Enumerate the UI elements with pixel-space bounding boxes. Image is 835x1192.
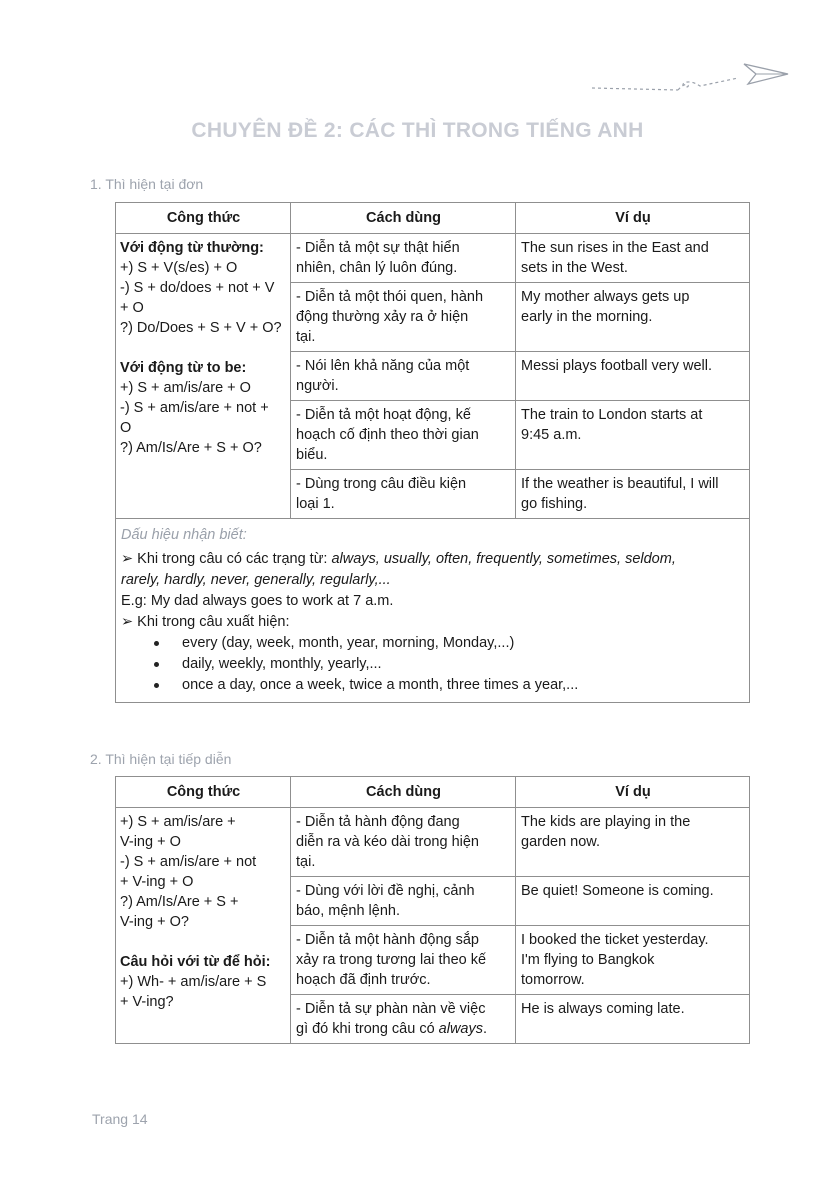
usage-cell bbox=[291, 926, 516, 995]
formula-cell bbox=[116, 234, 291, 519]
formula-line: V-ing + O bbox=[120, 834, 181, 850]
column-header: Công thức bbox=[116, 203, 291, 234]
example-line: The sun rises in the East and bbox=[521, 240, 709, 256]
example-cell bbox=[516, 808, 750, 877]
usage-text: . bbox=[483, 1021, 488, 1037]
formula-line: +) S + am/is/are + bbox=[120, 814, 236, 830]
formula-line: + V-ing + O bbox=[120, 874, 194, 890]
usage-line: - Dùng với lời đề nghị, cảnh bbox=[296, 883, 475, 899]
usage-text: gì đó khi trong câu có bbox=[296, 1021, 439, 1037]
section-heading: 2. Thì hiện tại tiếp diễn bbox=[90, 751, 232, 767]
signs-adverb-intro: ➢ Khi trong câu có các trạng từ: bbox=[121, 551, 332, 567]
usage-cell bbox=[291, 995, 516, 1044]
page-title: CHUYÊN ĐỀ 2: CÁC THÌ TRONG TIẾNG ANH bbox=[191, 119, 644, 142]
example-line: He is always coming late. bbox=[521, 1001, 685, 1017]
usage-line: tại. bbox=[296, 329, 316, 345]
signs-adverbs-list: rarely, hardly, never, generally, regularly,... bbox=[121, 572, 391, 588]
usage-line: - Diễn tả một thói quen, hành bbox=[296, 289, 484, 305]
list-item: once a day, once a week, twice a month, three times a year,... bbox=[121, 675, 743, 696]
usage-keyword: always bbox=[438, 1021, 483, 1037]
example-line: If the weather is beautiful, I will bbox=[521, 476, 719, 492]
paper-plane-decoration bbox=[588, 60, 793, 100]
formula-line: V-ing + O? bbox=[120, 914, 189, 930]
example-cell bbox=[516, 234, 750, 283]
example-line: I booked the ticket yesterday. bbox=[521, 932, 709, 948]
formula-label: Với động từ to be: bbox=[120, 360, 247, 376]
signs-bullet-list bbox=[121, 633, 743, 696]
example-cell bbox=[516, 995, 750, 1044]
usage-cell bbox=[291, 470, 516, 519]
usage-line: - Diễn tả hành động đang bbox=[296, 814, 460, 830]
example-line: The kids are playing in the bbox=[521, 814, 691, 830]
example-line: I'm flying to Bangkok bbox=[521, 952, 655, 968]
usage-line: biểu. bbox=[296, 447, 328, 463]
formula-line: -) S + am/is/are + not + bbox=[120, 400, 269, 416]
formula-line: +) S + am/is/are + O bbox=[120, 380, 251, 396]
tense-table-present-continuous bbox=[115, 776, 750, 1044]
signs-adverbs-list: always, usually, often, frequently, sometimes, seldom, bbox=[331, 551, 676, 567]
signs-cell bbox=[116, 519, 750, 703]
table-header-row bbox=[116, 777, 750, 808]
usage-line: tại. bbox=[296, 854, 316, 870]
example-line: 9:45 a.m. bbox=[521, 427, 582, 443]
example-line: Be quiet! Someone is coming. bbox=[521, 883, 714, 899]
example-line: The train to London starts at bbox=[521, 407, 703, 423]
usage-cell bbox=[291, 234, 516, 283]
example-cell bbox=[516, 352, 750, 401]
usage-cell bbox=[291, 877, 516, 926]
tense-table-present-simple bbox=[115, 202, 750, 703]
signs-adverbs bbox=[121, 549, 743, 570]
usage-line: - Dùng trong câu điều kiện bbox=[296, 476, 467, 492]
example-line: sets in the West. bbox=[521, 260, 628, 276]
formula-line: +) Wh- + am/is/are + S bbox=[120, 974, 267, 990]
usage-cell bbox=[291, 401, 516, 470]
usage-line: - Diễn tả sự phàn nàn về việc bbox=[296, 1001, 486, 1017]
example-cell bbox=[516, 401, 750, 470]
table-row bbox=[116, 234, 750, 283]
signs-row bbox=[116, 519, 750, 703]
section-heading: 1. Thì hiện tại đơn bbox=[90, 176, 204, 192]
signs-example: E.g: My dad always goes to work at 7 a.m. bbox=[121, 593, 394, 609]
example-line: early in the morning. bbox=[521, 309, 653, 325]
table-header-row bbox=[116, 203, 750, 234]
example-line: go fishing. bbox=[521, 496, 588, 512]
formula-label: Với động từ thường: bbox=[120, 240, 264, 256]
usage-line: loại 1. bbox=[296, 496, 335, 512]
formula-line: ?) Am/Is/Are + S + bbox=[120, 894, 239, 910]
column-header: Ví dụ bbox=[516, 777, 750, 808]
column-header: Cách dùng bbox=[291, 203, 516, 234]
formula-line: + O bbox=[120, 300, 144, 316]
list-item: daily, weekly, monthly, yearly,... bbox=[121, 654, 743, 675]
page-number: Trang 14 bbox=[92, 1111, 148, 1127]
example-line: Messi plays football very well. bbox=[521, 358, 712, 374]
formula-line: ?) Am/Is/Are + S + O? bbox=[120, 440, 262, 456]
example-line: garden now. bbox=[521, 834, 601, 850]
table-row bbox=[116, 808, 750, 877]
usage-line: - Diễn tả một hoạt động, kế bbox=[296, 407, 471, 423]
usage-line: - Nói lên khả năng của một bbox=[296, 358, 470, 374]
usage-line: người. bbox=[296, 378, 339, 394]
example-cell bbox=[516, 926, 750, 995]
usage-line: xảy ra trong tương lai theo kế bbox=[296, 952, 487, 968]
formula-line: -) S + do/does + not + V bbox=[120, 280, 275, 296]
signs-adverbs-cont bbox=[121, 570, 743, 591]
usage-line: hoạch đã định trước. bbox=[296, 972, 431, 988]
list-item: every (day, week, month, year, morning, Monday,...) bbox=[121, 633, 743, 654]
example-cell bbox=[516, 470, 750, 519]
usage-cell bbox=[291, 352, 516, 401]
example-line: My mother always gets up bbox=[521, 289, 690, 305]
usage-cell bbox=[291, 283, 516, 352]
formula-line: ?) Do/Does + S + V + O? bbox=[120, 320, 282, 336]
formula-line: O bbox=[120, 420, 132, 436]
usage-line: động thường xảy ra ở hiện bbox=[296, 309, 469, 325]
column-header: Cách dùng bbox=[291, 777, 516, 808]
usage-line: - Diễn tả một hành động sắp bbox=[296, 932, 479, 948]
formula-cell bbox=[116, 808, 291, 1044]
column-header: Công thức bbox=[116, 777, 291, 808]
usage-line: hoạch cố định theo thời gian bbox=[296, 427, 479, 443]
example-line: tomorrow. bbox=[521, 972, 585, 988]
signs-title: Dấu hiệu nhận biết: bbox=[121, 527, 247, 543]
usage-line: diễn ra và kéo dài trong hiện bbox=[296, 834, 479, 850]
formula-label: Câu hỏi với từ để hỏi: bbox=[120, 954, 271, 970]
usage-cell bbox=[291, 808, 516, 877]
usage-line: báo, mệnh lệnh. bbox=[296, 903, 400, 919]
signs-appear-intro: ➢ Khi trong câu xuất hiện: bbox=[121, 614, 290, 630]
example-cell bbox=[516, 877, 750, 926]
usage-line bbox=[296, 1019, 511, 1039]
column-header: Ví dụ bbox=[516, 203, 750, 234]
usage-line: - Diễn tả một sự thật hiển bbox=[296, 240, 460, 256]
example-cell bbox=[516, 283, 750, 352]
formula-line: -) S + am/is/are + not bbox=[120, 854, 257, 870]
formula-line: +) S + V(s/es) + O bbox=[120, 260, 238, 276]
formula-line: + V-ing? bbox=[120, 994, 174, 1010]
usage-line: nhiên, chân lý luôn đúng. bbox=[296, 260, 458, 276]
